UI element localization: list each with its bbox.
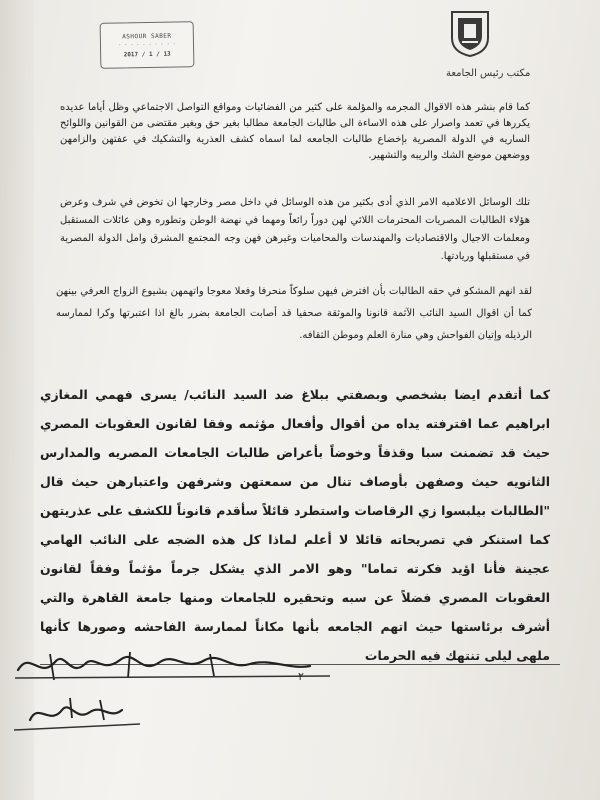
handwritten-signature-1: [10, 640, 340, 690]
university-logo-icon: [448, 8, 492, 58]
stamp-line-3: 2017 / 1 / 13: [123, 50, 171, 58]
office-title: مكتب رئيس الجامعة: [446, 68, 531, 79]
stamp-line-2: · · · · · · · · · ·: [118, 41, 176, 48]
paragraph-2: تلك الوسائل الاعلاميه الامر الذي أدى بكثير من هذه الوسائل في داخل مصر وخارجها ان تخوض في شرف وعرض هؤلاء الطالبات المصريات المحترمات اللائي لهن دوراً رائعاً ومهما في نهضة الوطن وتطوره وهن عائلات المستقبل ومعلمات الاجيال والاقتصاديات والمهندسات والمحاميات وغيرهن فهن وجه المجتمع المشرق وامل الدولة المصرية في مستقبلها وريادتها.: [60, 197, 530, 262]
paragraph-1: كما قام بنشر هذه الاقوال المجرمه والمؤلمة على كثير من الفضائيات ومواقع التواصل الاجتماعي وظل أياما عديده يكررها في تعمد واصرار على هذه الاساءة الى طالبات الجامعة مطالبا بغير حق وبغير مقتضى من القوانين واللوائح الساريه في الدولة المصرية بإخضاع طالبات الجامعه لما اسماه كشف العذرية والتشكيك في عفتهن والزامهن ووضعهن موضع الشك والريبه والتشهير.: [60, 102, 530, 161]
incoming-stamp: [100, 21, 195, 69]
page-number: ٢: [298, 670, 304, 683]
handwritten-signature-2: [10, 690, 150, 736]
stamp-line-1: ASHOUR SABER: [122, 32, 172, 40]
paragraph-3: لقد انهم المشكو في حقه الطالبات بأن افترض فيهن سلوكاً منحرفا وفعلا معوجا واتهمهن بشيوع الزواج العرفي بينهن كما أن اقوال السيد النائب الآثمة قانونا والموثقة صحفيا قد أصابت الجامعة بضرر بالغ اذا اعتبرتها وكرا لممارسه الرذيله وإتيان الفواحش وهي منارة العلم وموطن الثقافه.: [56, 286, 532, 341]
paragraph-4: كما أتقدم ايضا بشخصي وبصفتي ببلاغ ضد السيد النائب/ يسرى فهمي المغازي ابراهيم عما اقترفته يداه من أقوال وأفعال مؤثمه وفقا لقانون العقوبات المصري حيث قد تضمنت سبا وقذفاً وخوضاً بأعراض طالبات الجامعات المصريه والمدارس الثانويه حيث وصفهن بأوصاف تنال من سمعتهن وشرفهن واعتبارهن حيث قال "الطالبات بيلبسوا زي الرقاصات واستطرد قائلاً سأقدم قانوناً للكشف على عذريتهن كما استنكر في تصريحاته قائلا لا أعلم لماذا كل هذه الضجه على النائب الهامي عجينة فأنا اؤيد فكرته تماما" وهو الامر الذي يشكل جرماً مؤثماً وفقاً لقانون العقوبات المصري فضلاً عن سبه وتحقيره للجامعات ومنها جامعة القاهرة والتي أشرف برئاستها حيث اتهم الجامعه بأنها مكاناً لممارسة الفاحشه وصورها كأنها ملهى ليلى تنتهك فيه الحرمات: [40, 387, 550, 663]
